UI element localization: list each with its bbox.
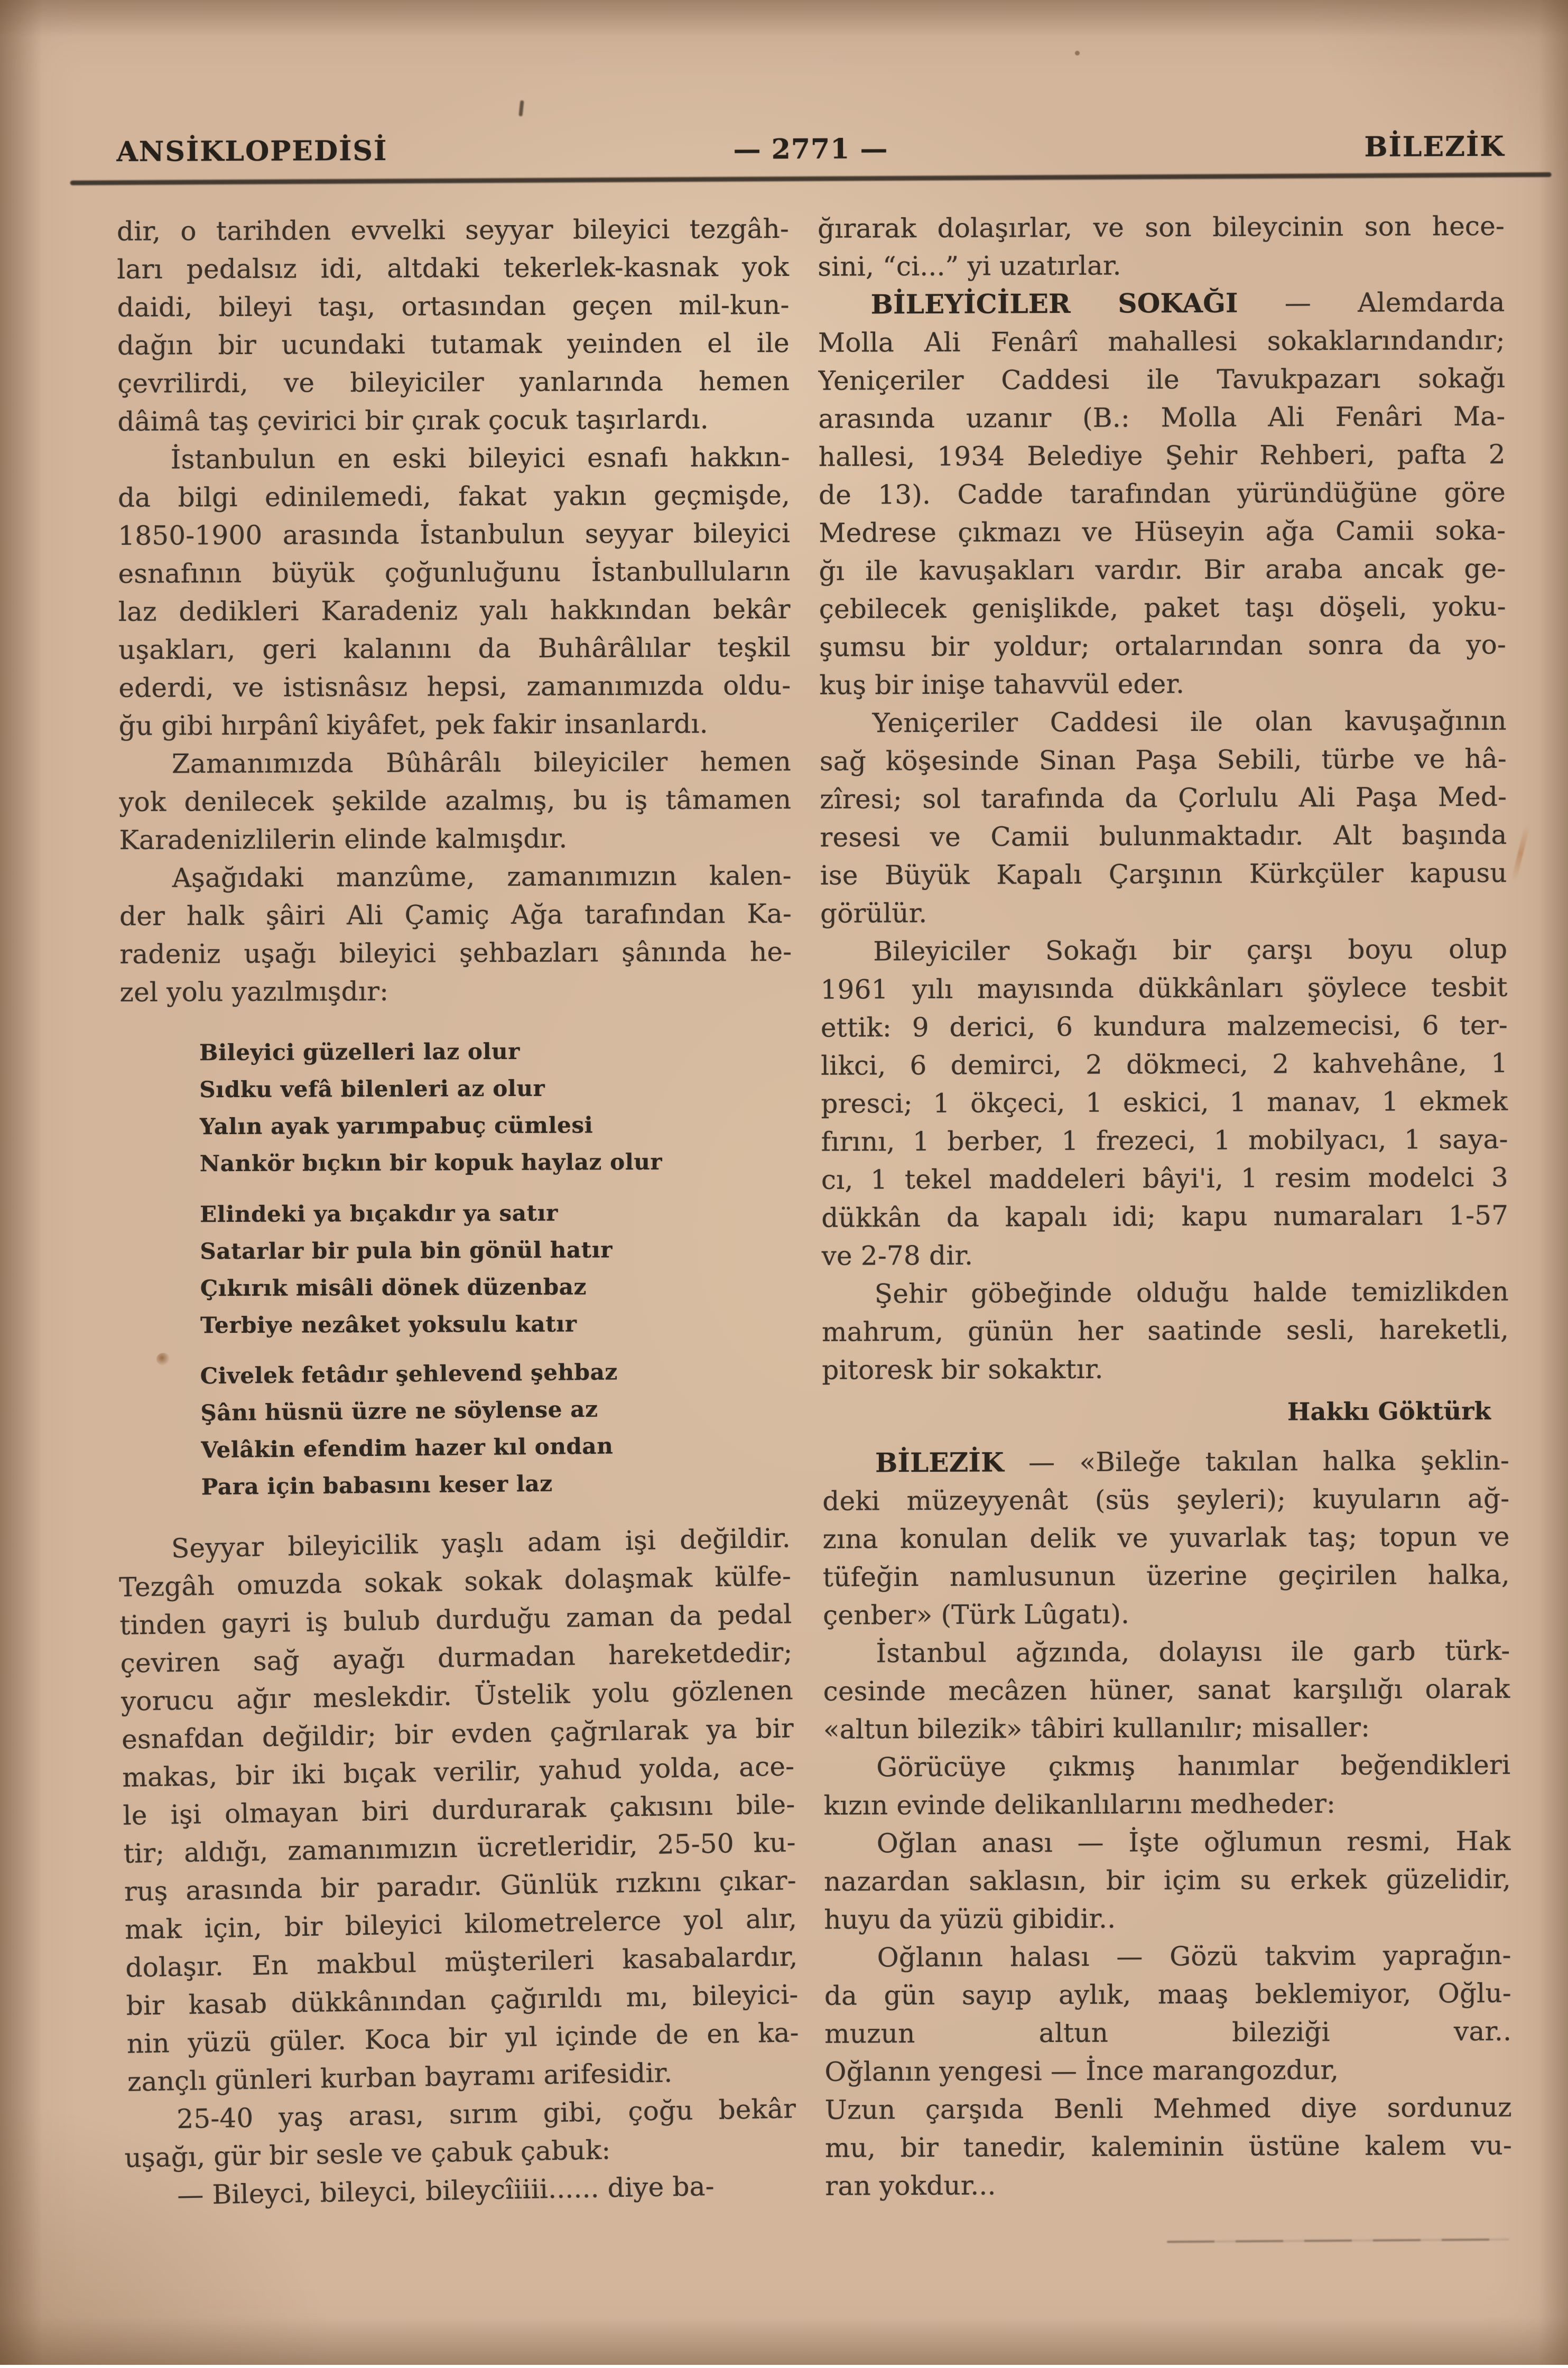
page-header	[116, 131, 1505, 169]
text-line: tüfeğin namlusunun üzerine geçirilen halka,	[822, 1559, 1510, 1593]
text-line: ise Büyük Kapalı Çarşının Kürkçüler kapusu	[820, 857, 1507, 891]
text-line: de 13). Cadde tarafından yüründüğüne göre	[818, 477, 1506, 510]
text-line: Seyyar bileyicilik yaşlı adam işi değildir.	[171, 1522, 791, 1564]
text-line: cı, 1 tekel maddeleri bâyi'i, 1 resim modelci 3	[821, 1162, 1509, 1195]
text-line: Satarlar bir pula bin gönül hatır	[200, 1237, 613, 1265]
text-line: çenber» (Türk Lûgatı).	[823, 1599, 1130, 1631]
paragraph	[824, 1822, 1511, 1939]
text-line: Uzun çarşıda Benli Mehmed diye sordunuz	[824, 2092, 1512, 2125]
text-line: dükkân da kapalı idi; kapu numaraları 1-57	[821, 1200, 1509, 1233]
text-line: muzun altun bileziği var..	[824, 2016, 1512, 2049]
text-line: Çıkırık misâli dönek düzenbaz	[200, 1274, 587, 1302]
text-line: «altun bilezik» tâbiri kullanılır; misaller:	[823, 1712, 1370, 1745]
text-line: arasında uzanır (B.: Molla Ali Fenâri Ma-	[818, 401, 1506, 434]
text-line: daidi, bileyi taşı, ortasından geçen mil-kun-	[117, 289, 790, 323]
text-line: sağ köşesinde Sinan Paşa Sebili, türbe ve hâ-	[819, 743, 1507, 777]
paragraph	[124, 2090, 797, 2177]
text-line: Oğlan anası — İşte oğlumun resmi, Hak	[876, 1825, 1511, 1859]
text-line: ran yokdur...	[825, 2170, 996, 2202]
paragraph	[117, 210, 790, 441]
text-line: ettik: 9 derici, 6 kundura malzemecisi, 6 ter-	[820, 1009, 1508, 1043]
text-line: şumsu bir yoldur; ortalarından sonra da yo-	[819, 629, 1507, 663]
text-line: Tezgâh omuzda sokak sokak dolaşmak külfe-	[118, 1561, 792, 1603]
text-line: fırını, 1 berber, 1 frezeci, 1 mobilyacı, 1 saya-	[821, 1123, 1508, 1157]
paragraph	[822, 1442, 1510, 1635]
text-line: cesinde mecâzen hüner, sanat karşılığı olarak	[823, 1673, 1510, 1707]
text-line: ğu gibi hırpânî kiyâfet, pek fakir insanlardı.	[118, 708, 708, 741]
running-headword: BİLEZİK	[1364, 130, 1505, 163]
text-line: Aşağıdaki manzûme, zamanımızın kalen-	[172, 860, 792, 894]
text-line: Elindeki ya bıçakdır ya satır	[200, 1200, 559, 1228]
text-line: Yeniçeriler Caddesi ile olan kavuşağının	[872, 705, 1507, 739]
author-signature	[822, 1395, 1491, 1429]
text-line: ve 2-78 dir.	[821, 1240, 973, 1271]
paragraph	[119, 742, 792, 859]
text-line: Şânı hüsnü üzre ne söylense az	[200, 1396, 598, 1426]
text-line: Şehir göbeğinde olduğu halde temizlikden	[874, 1276, 1509, 1310]
paragraph	[118, 438, 791, 745]
text-line: çebilecek genişlikde, paket taşı döşeli, yoku-	[819, 591, 1506, 625]
running-title: ANSİKLOPEDİSİ	[116, 134, 388, 168]
text-line: kuş bir inişe tahavvül eder.	[819, 668, 1185, 701]
page-number: — 2771 —	[733, 133, 888, 166]
text-line: görülür.	[820, 897, 927, 929]
text-line: pitoresk bir sokaktır.	[822, 1353, 1103, 1386]
text-line: uşağı, gür bir sesle ve çabuk çabuk:	[124, 2134, 611, 2174]
text-line: tir; aldığı, zamanımızın ücretleridir, 25-50 ku-	[123, 1827, 796, 1869]
text-line: İstanbul ağzında, dolayısı ile garb türk-	[876, 1635, 1510, 1669]
text-line: makas, bir iki bıçak verilir, yahud yolda, ace-	[122, 1751, 795, 1793]
text-line: zel yolu yazılmışdır:	[119, 976, 389, 1008]
text-line: zançlı günleri kurban bayramı arifesidir.	[127, 2057, 673, 2097]
text-line: sini, “ci...” yi uzatırlar.	[818, 250, 1121, 282]
paragraph	[824, 1936, 1511, 2091]
text-line: Nankör bıçkın bir kopuk haylaz olur	[199, 1148, 663, 1177]
text-line: ğırarak dolaşırlar, ve son bileycinin son hece-	[817, 210, 1505, 244]
text-line: da bilgi edinilemedi, fakat yakın geçmişde,	[117, 479, 791, 513]
text-line: da gün sayıp aylık, maaş beklemiyor, Oğlu-	[824, 1977, 1512, 2011]
text-line: bir kasab dükkânından çağırıldı mı, bileyici-	[126, 1979, 799, 2021]
text-line: yok denilecek şekilde azalmış, bu iş tâmamen	[119, 784, 792, 818]
paragraph	[818, 207, 1505, 286]
paragraph	[822, 1273, 1509, 1389]
text-line: çevrilirdi, ve bileyiciler yanlarında hemen	[117, 365, 790, 399]
text-line: Yalın ayak yarımpabuç cümlesi	[199, 1112, 593, 1140]
text-line: Bileyiciler Sokağı bir çarşı boyu olup	[873, 933, 1508, 967]
header-rule	[70, 172, 1552, 185]
text-line: İstanbulun en eski bileyici esnafı hakkın-	[170, 441, 790, 475]
paragraph	[823, 1746, 1511, 1825]
text-line: 25-40 yaş arası, sırım gibi, çoğu bekâr	[176, 2093, 796, 2135]
text-line: Görücüye çıkmış hanımlar beğendikleri	[876, 1749, 1511, 1783]
paragraph	[119, 857, 792, 1011]
text-line: zına konulan delik ve yuvarlak taş; topun ve	[822, 1521, 1510, 1555]
column-right	[818, 207, 1513, 2213]
text-line: Oğlanın halası — Gözü takvim yaprağın-	[877, 1939, 1511, 1973]
text-line: deki müzeyyenât (süs şeyleri); kuyuların ağ-	[822, 1483, 1510, 1517]
text-line: mu, bir tanedir, kaleminin üstüne kalem vu-	[824, 2130, 1513, 2163]
text-line: nazardan saklasın, bir içim su erkek güzelidir,	[823, 1863, 1511, 1897]
text-line: nin yüzü güler. Koca bir yıl içinde de en ka-	[126, 2017, 800, 2059]
text-line: Zamanımızda Bûhârâlı bileyiciler hemen	[171, 746, 792, 779]
text-line: huyu da yüzü gibidir..	[824, 1903, 1116, 1935]
text-line: likci, 6 demirci, 2 dökmeci, 2 kahvehâne, 1	[821, 1047, 1508, 1081]
text-line: Para için babasını keser laz	[201, 1470, 553, 1500]
paragraph	[118, 1519, 800, 2101]
text-line: der halk şâiri Ali Çamiç Ağa tarafından Ka-	[119, 898, 792, 932]
poem-stanza	[200, 1194, 793, 1344]
text-line: presci; 1 ökçeci, 1 eskici, 1 manav, 1 ekmek	[821, 1085, 1508, 1119]
text-line: Bileyici güzelleri laz olur	[199, 1038, 521, 1066]
column-left	[116, 210, 800, 2215]
poem-stanza	[200, 1352, 794, 1506]
text-line: çeviren sağ ayağı durmadan hareketdedir;	[120, 1637, 793, 1679]
text-line: zîresi; sol tarafında da Çorlulu Ali Paşa Med-	[820, 781, 1507, 815]
entry-headword: BİLEYİCİLER SOKAĞI	[870, 287, 1238, 320]
text-line: Sıdku vefâ bilenleri az olur	[199, 1075, 545, 1103]
text-line: ruş arasında bir paradır. Günlük rızkını çıkar-	[124, 1865, 797, 1907]
text-line: mak için, bir bileyici kilometrelerce yol alır,	[124, 1903, 797, 1945]
text-line: Molla Ali Fenârî mahallesi sokaklarındandır;	[818, 324, 1506, 358]
poem-stanza	[199, 1032, 793, 1182]
text-line: uşakları, geri kalanını da Buhârâlılar teşkil	[118, 632, 791, 665]
text-line: hallesi, 1934 Belediye Şehir Rehberi, pafta 2	[818, 439, 1506, 472]
text-line: kızın evinde delikanlılarını medheder:	[823, 1788, 1336, 1821]
paragraph	[820, 930, 1508, 1275]
text-line: — Bileyci, bileyci, bileycîiiii...... diye ba-	[177, 2170, 715, 2211]
text-line: Yeniçeriler Caddesi ile Tavukpazarı sokağı	[818, 363, 1506, 396]
text-line: dağın bir ucundaki tutamak yeıinden el ile	[117, 327, 790, 361]
text-columns	[117, 207, 1513, 2215]
text-line: esnafdan değildir; bir evden çağrılarak ya bir	[121, 1713, 794, 1755]
text-line: le işi olmayan biri durdurarak çakısını bile-	[123, 1789, 795, 1831]
text-line: mahrum, günün her saatinde sesli, hareketli,	[821, 1314, 1509, 1348]
text-line: laz dedikleri Karadeniz yalı hakkından bekâr	[118, 593, 791, 627]
paragraph	[820, 702, 1508, 933]
paragraph	[825, 2088, 1513, 2205]
text-line: ğı ile kavuşakları vardır. Bir araba ancak ge-	[819, 553, 1506, 587]
text-line: 1850-1900 arasında İstanbulun seyyar bileyici	[118, 517, 791, 551]
entry-headword: BİLEZİK	[875, 1446, 1004, 1479]
text-line: esnafının büyük çoğunluğunu İstanbulluların	[118, 555, 791, 589]
text-line	[822, 1442, 1509, 1482]
text-line: Velâkin efendim hazer kıl ondan	[200, 1433, 614, 1463]
text-line: yorucu ağır meslekdir. Üstelik yolu gözlenen	[120, 1675, 794, 1717]
text-line: dâimâ taş çevirici bir çırak çocuk taşırlardı.	[117, 404, 709, 437]
text-line: 1961 yılı mayısında dükkânları şöylece tesbit	[820, 971, 1508, 1005]
text-span: — Alemdarda	[1238, 286, 1505, 319]
text-line: Terbiye nezâket yoksulu katır	[200, 1311, 577, 1339]
text-line: Karadenizlilerin elinde kalmışdır.	[119, 823, 568, 856]
text-line	[818, 283, 1505, 324]
text-line: Medrese çıkmazı ve Hüseyin ağa Camii soka-	[819, 515, 1506, 549]
text-line: Oğlanın yengesi — İnce marangozdur,	[824, 2054, 1339, 2087]
text-line: resesi ve Camii bulunmaktadır. Alt başında	[820, 819, 1507, 853]
text-line: dir, o tarihden evvelki seyyar bileyici tezgâh-	[116, 213, 790, 247]
text-line: Hakkı Göktürk	[1287, 1396, 1491, 1426]
text-line: dolaşır. En makbul müşterileri kasabalardır,	[125, 1941, 798, 1983]
paragraph	[818, 283, 1506, 704]
text-line: ederdi, ve istisnâsız hepsi, zamanımızda oldu-	[118, 670, 791, 703]
paragraph	[823, 1632, 1510, 1749]
text-line: Civelek fetâdır şehlevend şehbaz	[200, 1359, 618, 1389]
text-line: tinden gayri iş bulub durduğu zaman da pedal	[119, 1599, 792, 1641]
text-line: radeniz uşağı bileyici şehbazları şânında he-	[119, 936, 792, 970]
text-line: ları pedalsız idi, altdaki tekerlek-kasnak yok	[117, 251, 790, 285]
text-span: — «Bileğe takılan halka şeklin-	[1004, 1445, 1510, 1478]
